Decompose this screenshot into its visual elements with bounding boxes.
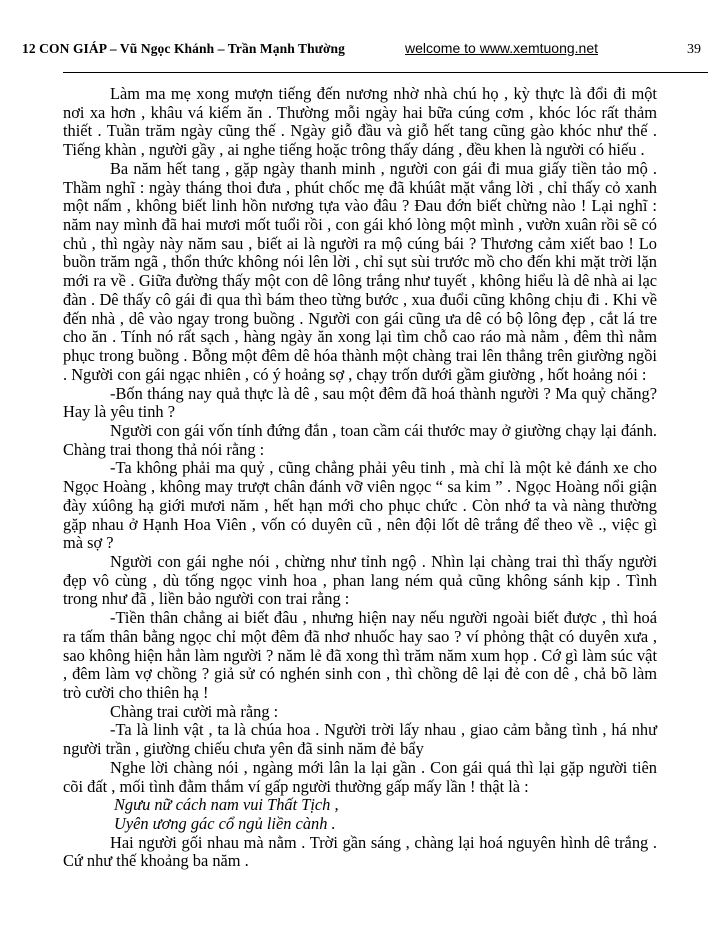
paragraph: -Ta không phải ma quỷ , cũng chẳng phải yêu tinh , mà chỉ là một kẻ đánh xe cho Ngọc Hoàng , không may trượt chân đánh vỡ viên ngọc “ sa kim ” . Ngọc Hoàng nổi giận đày xúông hạ giới mươi năm , hết hạn mới cho phục chức . Còn nhớ ta và nàng thường gặp nhau ở Hạnh Hoa Viên , vốn có duyên cũ , nên đội lốt dê trắng để theo về ., việc gì mà sợ ? xyxy=(63,458,657,553)
paragraph: -Bốn tháng nay quả thực là dê , sau một đêm đã hoá thành người ? Ma quỷ chăng?Hay là yêu tinh ? xyxy=(63,383,657,422)
book-title: 12 CON GIÁP – Vũ Ngọc Khánh – Trần Mạnh Thường xyxy=(22,41,346,56)
paragraph: Làm ma mẹ xong mượn tiếng đến nương nhờ nhà chú họ , kỳ thực là đổi đi một nơi xa hơn , khâu vá kiếm ăn . Thường mỗi ngày hai bữa cúng cơm , khóc lóc rất thảm thiết . Tuần trăm ngày cũng thế . Ngày giỗ đầu và giỗ hết tang cũng gào khóc như thế . Tiếng khàn , người gầy , ai nghe tiếng hoặc trông thấy dáng , đều khen là người có hiếu . xyxy=(63,84,657,160)
verse-line: Ngưu nữ cách nam vui Thất Tịch , xyxy=(114,795,339,815)
verse-line: Uyên ương gác cổ ngủ liền cành . xyxy=(114,814,336,834)
header-divider xyxy=(63,72,708,73)
page-header xyxy=(22,40,703,64)
story-text xyxy=(63,85,657,871)
paragraph: Người con gái vốn tính đứng đắn , toan cầm cái thước may ở giường chạy lại đánh. Chàng trai thong thả nói rằng : xyxy=(63,420,657,459)
paragraph: Người con gái nghe nói , chừng như tỉnh ngộ . Nhìn lại chàng trai thì thấy người đẹp vô cùng , dù tống ngọc vinh hoa , phan lang ném quả cũng không sánh kịp . Tình trong như đã , liền bảo người con trai rằng : xyxy=(63,551,657,609)
paragraph: -Ta là linh vật , ta là chúa hoa . Người trời lấy nhau , giao cảm bằng tình , há như người trần , giường chiếu chưa yên đã sinh năm đẻ bẩy xyxy=(63,720,657,759)
page-number: 39 xyxy=(687,42,701,57)
paragraph: Ba năm hết tang , gặp ngày thanh minh , người con gái đi mua giấy tiền tảo mộ . Thầm nghĩ : ngày tháng thoi đưa , phút chốc mẹ đã khúât mặt vắng lời , chỉ thấy cỏ xanh một nấm , không biết linh hồn nương tựa vào đâu ? Đau đớn biết chừng nào ! Lại nghĩ : năm nay mình đã hai mươi mốt tuổi rồi , con gái khó lòng một mình , vườn xuân rồi sẽ có chủ , thì ngày này năm sau , biết ai là người ra mộ cúng bái ? Thương cảm xiết bao ! Lo buồn trăm ngã , thổn thức không nói lên lời , chỉ sụt sùi trước mồ cho đến khi mặt trời lặn mới ra về . Giữa đường thấy một con dê lông trắng như tuyết , không hiểu là dê nhà ai lạc đàn . Dê thấy cô gái đi qua thì bám theo từng bước , xua đuổi cũng không chịu đi . Khi về đến nhà , dê vào ngay trong buồng . Người con gái cũng ưa dê có bộ lông đẹp , cắt lá tre cho ăn . Tính nó rất sạch , hàng ngày ăn xong lại tìm chỗ cao ráo mà nằm , đêm thì nằm phục trong buồng . Bỗng một đêm dê hóa thành một chàng trai lên thẳng trên giường ngồi . Người con gái ngạc nhiên , có ý hoảng sợ , chạy trốn dưới gầm giường , hốt hoảng nói : xyxy=(63,158,657,384)
paragraph: Hai người gối nhau mà nằm . Trời gần sáng , chàng lại hoá nguyên hình dê trắng . Cứ như thế khoảng ba năm . xyxy=(63,832,657,871)
paragraph: Nghe lời chàng nói , ngàng mới lân la lại gần . Con gái quá thì lại gặp người tiên cõi đất , mối tình đằm thắm ví gấp người thường gấp mấy lần ! thật là : xyxy=(63,757,657,796)
site-link[interactable]: welcome to www.xemtuong.net xyxy=(405,40,598,56)
paragraph: -Tiền thân chẳng ai biết đâu , nhưng hiện nay nếu người ngoài biết được , thì hoá ra tấm thân bằng ngọc chỉ một đêm đã nhơ nhuốc hay sao ? ví phỏng thật có duyên xưa , sao không hiện hẳn làm người ? năm lẻ đã xong thì trăm năm xum họp . Cớ gì làm súc vật , đêm làm vợ chồng ? giả sử có nghén sinh con , thì chồng dê lại đẻ con dê , chả bõ làm trò cười cho thiên hạ ! xyxy=(63,608,657,702)
paragraph: Chàng trai cười mà rằng : xyxy=(110,701,279,721)
